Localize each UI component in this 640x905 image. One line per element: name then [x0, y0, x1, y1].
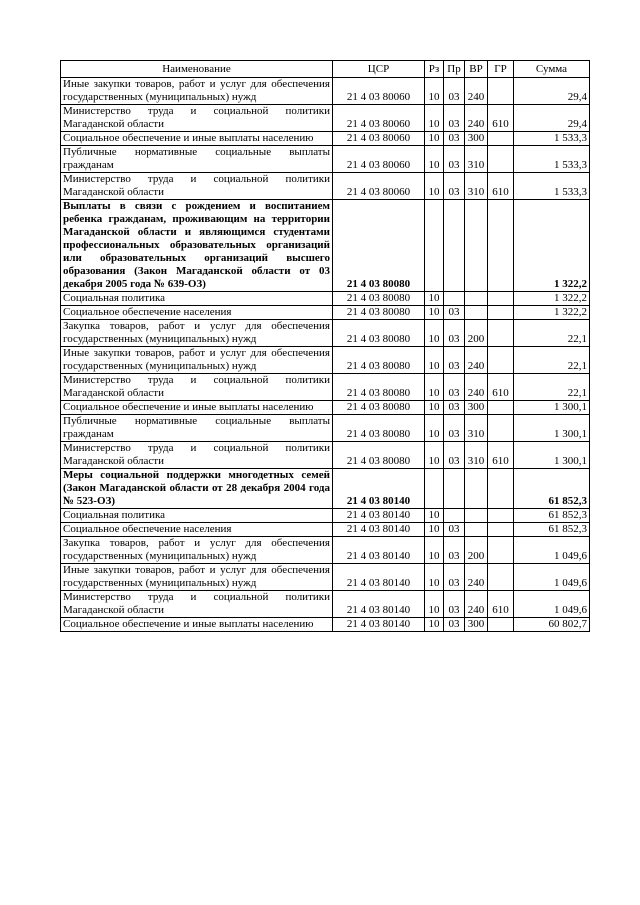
table-row: [61, 618, 590, 632]
cell-sum: 1 049,6: [514, 537, 590, 564]
header-vr: ВР: [465, 61, 488, 78]
header-csr: ЦСР: [333, 61, 425, 78]
cell-gr: [488, 78, 514, 105]
header-pr: Пр: [444, 61, 465, 78]
cell-gr: [488, 320, 514, 347]
cell-csr: 21 4 03 80140: [333, 591, 425, 618]
cell-gr: [488, 469, 514, 509]
cell-name: Закупка товаров, работ и услуг для обеспечения государственных (муниципальных) нужд: [61, 537, 333, 564]
cell-sum: 61 852,3: [514, 523, 590, 537]
cell-vr: 300: [465, 618, 488, 632]
cell-sum: 60 802,7: [514, 618, 590, 632]
cell-sum: 1 300,1: [514, 442, 590, 469]
cell-gr: [488, 537, 514, 564]
cell-vr: 240: [465, 374, 488, 401]
cell-vr: 200: [465, 320, 488, 347]
cell-sum: 29,4: [514, 105, 590, 132]
table-row: [61, 442, 590, 469]
cell-gr: 610: [488, 442, 514, 469]
cell-vr: [465, 200, 488, 292]
cell-sum: 1 300,1: [514, 401, 590, 415]
cell-rz: 10: [425, 564, 444, 591]
cell-csr: 21 4 03 80060: [333, 173, 425, 200]
cell-name: Социальная политика: [61, 509, 333, 523]
cell-gr: 610: [488, 374, 514, 401]
cell-name: Иные закупки товаров, работ и услуг для обеспечения государственных (муниципальных) нужд: [61, 347, 333, 374]
cell-rz: 10: [425, 401, 444, 415]
cell-pr: 03: [444, 537, 465, 564]
cell-name: Министерство труда и социальной политики Магаданской области: [61, 442, 333, 469]
cell-name: Социальное обеспечение и иные выплаты населению: [61, 401, 333, 415]
cell-pr: 03: [444, 523, 465, 537]
cell-sum: 1 049,6: [514, 564, 590, 591]
cell-name: Социальное обеспечение и иные выплаты населению: [61, 132, 333, 146]
cell-sum: 1 322,2: [514, 200, 590, 292]
cell-gr: [488, 618, 514, 632]
header-rz: Рз: [425, 61, 444, 78]
cell-gr: [488, 306, 514, 320]
cell-pr: 03: [444, 415, 465, 442]
cell-pr: 03: [444, 320, 465, 347]
cell-gr: [488, 564, 514, 591]
cell-rz: 10: [425, 146, 444, 173]
cell-vr: 200: [465, 537, 488, 564]
cell-pr: [444, 509, 465, 523]
cell-csr: 21 4 03 80080: [333, 306, 425, 320]
cell-rz: 10: [425, 78, 444, 105]
cell-pr: [444, 200, 465, 292]
cell-sum: 1 533,3: [514, 132, 590, 146]
cell-name: Публичные нормативные социальные выплаты гражданам: [61, 415, 333, 442]
table-row: [61, 415, 590, 442]
cell-sum: 1 049,6: [514, 591, 590, 618]
cell-name: Закупка товаров, работ и услуг для обеспечения государственных (муниципальных) нужд: [61, 320, 333, 347]
table-row: [61, 537, 590, 564]
cell-name: Министерство труда и социальной политики Магаданской области: [61, 591, 333, 618]
cell-csr: 21 4 03 80080: [333, 442, 425, 469]
cell-rz: 10: [425, 415, 444, 442]
cell-rz: 10: [425, 320, 444, 347]
cell-name: Социальное обеспечение населения: [61, 523, 333, 537]
cell-gr: 610: [488, 591, 514, 618]
table-row: [61, 173, 590, 200]
cell-pr: 03: [444, 146, 465, 173]
cell-pr: [444, 292, 465, 306]
cell-name: Публичные нормативные социальные выплаты гражданам: [61, 146, 333, 173]
cell-sum: 1 300,1: [514, 415, 590, 442]
cell-vr: 240: [465, 591, 488, 618]
cell-gr: [488, 523, 514, 537]
cell-sum: 22,1: [514, 320, 590, 347]
cell-vr: 300: [465, 132, 488, 146]
cell-csr: 21 4 03 80080: [333, 415, 425, 442]
cell-vr: 310: [465, 146, 488, 173]
cell-sum: 22,1: [514, 347, 590, 374]
cell-csr: 21 4 03 80080: [333, 320, 425, 347]
cell-rz: 10: [425, 173, 444, 200]
cell-sum: 61 852,3: [514, 469, 590, 509]
cell-vr: 240: [465, 78, 488, 105]
table-row: [61, 509, 590, 523]
cell-csr: 21 4 03 80140: [333, 564, 425, 591]
cell-csr: 21 4 03 80060: [333, 146, 425, 173]
cell-sum: 1 322,2: [514, 292, 590, 306]
cell-gr: [488, 347, 514, 374]
cell-sum: 22,1: [514, 374, 590, 401]
budget-table: [60, 60, 590, 632]
cell-sum: 29,4: [514, 78, 590, 105]
cell-gr: [488, 401, 514, 415]
cell-vr: 240: [465, 564, 488, 591]
cell-rz: 10: [425, 523, 444, 537]
header-name: Наименование: [61, 61, 333, 78]
cell-pr: 03: [444, 442, 465, 469]
cell-pr: 03: [444, 618, 465, 632]
cell-csr: 21 4 03 80060: [333, 132, 425, 146]
cell-csr: 21 4 03 80140: [333, 509, 425, 523]
table-row: [61, 523, 590, 537]
cell-gr: 610: [488, 105, 514, 132]
cell-rz: 10: [425, 537, 444, 564]
cell-csr: 21 4 03 80080: [333, 347, 425, 374]
cell-vr: 300: [465, 401, 488, 415]
cell-csr: 21 4 03 80080: [333, 292, 425, 306]
cell-pr: 03: [444, 306, 465, 320]
cell-rz: 10: [425, 442, 444, 469]
cell-csr: 21 4 03 80140: [333, 537, 425, 564]
table-row: [61, 292, 590, 306]
table-row: [61, 469, 590, 509]
cell-csr: 21 4 03 80140: [333, 618, 425, 632]
cell-vr: [465, 292, 488, 306]
cell-csr: 21 4 03 80140: [333, 523, 425, 537]
cell-name: Министерство труда и социальной политики Магаданской области: [61, 173, 333, 200]
cell-rz: 10: [425, 132, 444, 146]
header-gr: ГР: [488, 61, 514, 78]
cell-rz: 10: [425, 509, 444, 523]
cell-rz: [425, 469, 444, 509]
cell-vr: [465, 306, 488, 320]
cell-name: Министерство труда и социальной политики Магаданской области: [61, 105, 333, 132]
cell-gr: [488, 132, 514, 146]
cell-csr: 21 4 03 80080: [333, 374, 425, 401]
cell-csr: 21 4 03 80140: [333, 469, 425, 509]
cell-rz: 10: [425, 374, 444, 401]
cell-vr: 310: [465, 415, 488, 442]
cell-rz: 10: [425, 292, 444, 306]
table-row: [61, 401, 590, 415]
table-row: [61, 320, 590, 347]
table-row: [61, 146, 590, 173]
table-row: [61, 105, 590, 132]
cell-gr: [488, 415, 514, 442]
cell-rz: 10: [425, 591, 444, 618]
cell-vr: 240: [465, 105, 488, 132]
cell-gr: [488, 146, 514, 173]
cell-name: Социальное обеспечение населения: [61, 306, 333, 320]
cell-rz: 10: [425, 347, 444, 374]
cell-pr: 03: [444, 591, 465, 618]
cell-rz: 10: [425, 306, 444, 320]
table-row: [61, 591, 590, 618]
cell-pr: 03: [444, 374, 465, 401]
cell-gr: 610: [488, 173, 514, 200]
cell-pr: 03: [444, 78, 465, 105]
cell-name: Социальное обеспечение и иные выплаты населению: [61, 618, 333, 632]
table-row: [61, 306, 590, 320]
cell-pr: 03: [444, 347, 465, 374]
header-sum: Сумма: [514, 61, 590, 78]
cell-pr: 03: [444, 105, 465, 132]
cell-name: Выплаты в связи с рождением и воспитанием ребенка гражданам, проживающим на территории Магаданской области и являющимся студентами профессиональных образовательных организаций или образовательных организаций высшего образования (Закон Магаданской области от 03 декабря 2005 года № 639-ОЗ): [61, 200, 333, 292]
cell-rz: 10: [425, 105, 444, 132]
cell-name: Министерство труда и социальной политики Магаданской области: [61, 374, 333, 401]
cell-vr: 310: [465, 442, 488, 469]
cell-sum: 1 533,3: [514, 173, 590, 200]
table-row: [61, 78, 590, 105]
cell-pr: 03: [444, 132, 465, 146]
cell-vr: 310: [465, 173, 488, 200]
cell-name: Иные закупки товаров, работ и услуг для обеспечения государственных (муниципальных) нужд: [61, 78, 333, 105]
cell-gr: [488, 200, 514, 292]
cell-pr: [444, 469, 465, 509]
table-row: [61, 132, 590, 146]
table-row: [61, 374, 590, 401]
cell-vr: [465, 523, 488, 537]
cell-pr: 03: [444, 173, 465, 200]
cell-sum: 1 533,3: [514, 146, 590, 173]
cell-gr: [488, 509, 514, 523]
cell-csr: 21 4 03 80080: [333, 200, 425, 292]
cell-csr: 21 4 03 80080: [333, 401, 425, 415]
cell-vr: [465, 509, 488, 523]
cell-rz: 10: [425, 618, 444, 632]
cell-vr: 240: [465, 347, 488, 374]
table-header-row: [61, 61, 590, 78]
cell-sum: 1 322,2: [514, 306, 590, 320]
table-row: [61, 200, 590, 292]
cell-name: Иные закупки товаров, работ и услуг для обеспечения государственных (муниципальных) нужд: [61, 564, 333, 591]
cell-sum: 61 852,3: [514, 509, 590, 523]
cell-pr: 03: [444, 564, 465, 591]
cell-name: Меры социальной поддержки многодетных семей (Закон Магаданской области от 28 декабря 2004 года № 523-ОЗ): [61, 469, 333, 509]
cell-csr: 21 4 03 80060: [333, 78, 425, 105]
cell-name: Социальная политика: [61, 292, 333, 306]
cell-csr: 21 4 03 80060: [333, 105, 425, 132]
cell-gr: [488, 292, 514, 306]
cell-vr: [465, 469, 488, 509]
cell-rz: [425, 200, 444, 292]
table-row: [61, 347, 590, 374]
table-row: [61, 564, 590, 591]
cell-pr: 03: [444, 401, 465, 415]
